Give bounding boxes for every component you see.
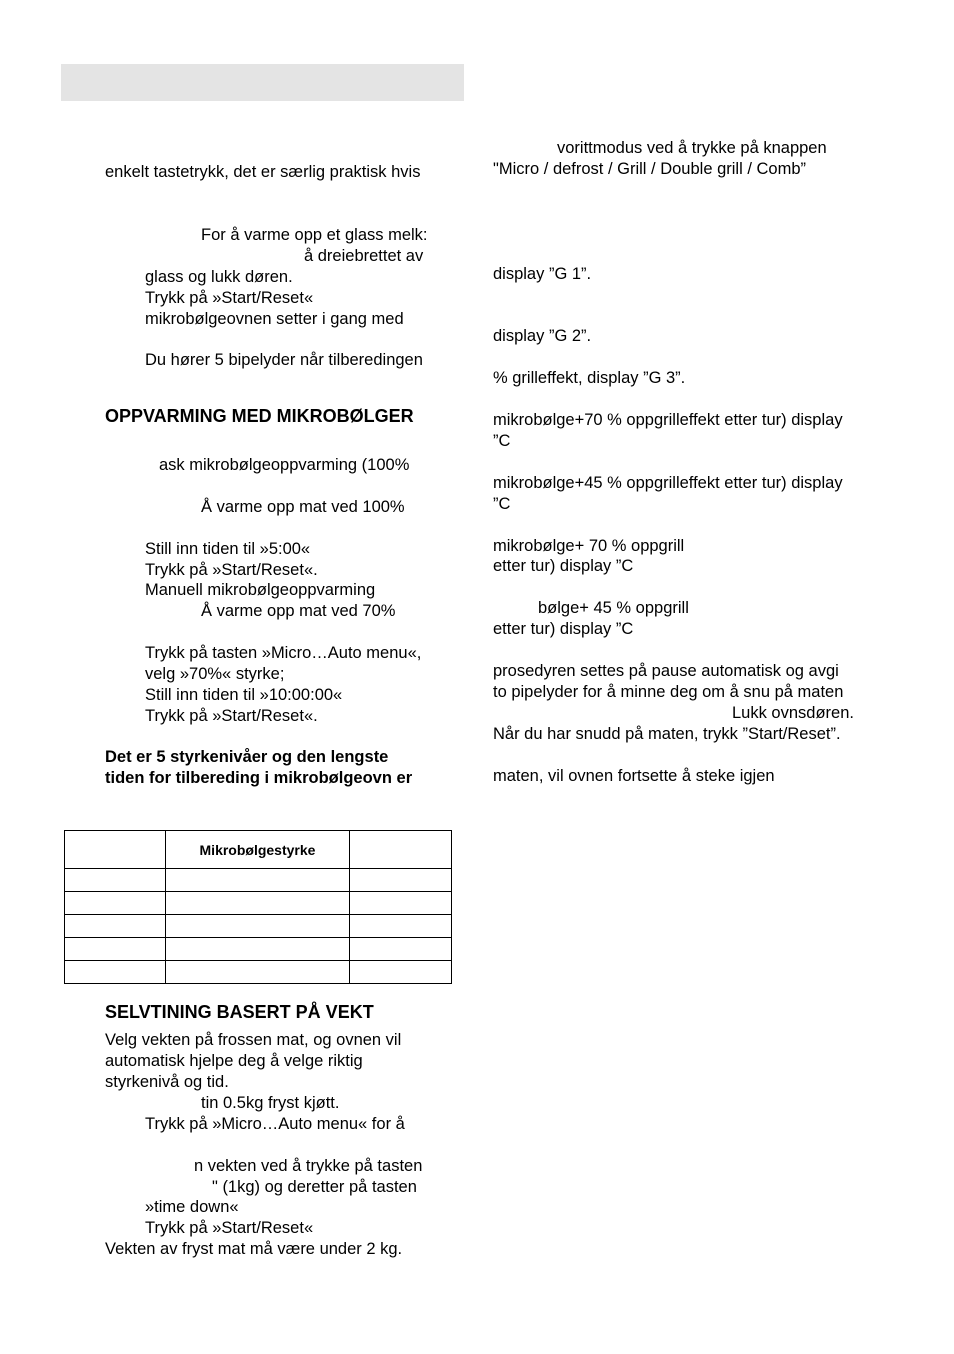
text-line: For å varme opp et glass melk: [201,226,428,244]
text-line: mikrobølge+70 % oppgrilleffekt etter tur) display [493,411,843,429]
text-line: glass og lukk døren. [145,268,293,286]
text-line: Du hører 5 bipelyder når tilberedingen [145,351,423,369]
text-line: % grilleffekt, display ”G 3”. [493,369,686,387]
text-line: ask mikrobølgeoppvarming (100% [159,456,410,474]
table-cell [65,961,166,984]
text-line: Trykk på »Start/Reset«. [145,707,318,725]
bold-note-line: tiden for tilbereding i mikrobølgeovn er [105,769,413,787]
text-line: Trykk på tasten »Micro…Auto menu«, [145,644,422,662]
table-header-cell: Mikrobølgestyrke [165,831,350,869]
text-line: automatisk hjelpe deg å velge riktig [105,1052,363,1070]
text-line: Trykk på »Micro…Auto menu« for å [145,1115,405,1133]
text-line: maten, vil ovnen fortsette å steke igjen [493,767,775,785]
text-line: styrkenivå og tid. [105,1073,229,1091]
text-line: vorittmodus ved å trykke på knappen [557,139,827,157]
text-line: Lukk ovnsdøren. [732,704,854,722]
text-line: " (1kg) og deretter på tasten [212,1178,417,1196]
table-cell [65,869,166,892]
table-row [65,915,452,938]
text-line: »time down« [145,1198,239,1216]
text-line: Still inn tiden til »5:00« [145,540,311,558]
table-cell [350,869,452,892]
table-cell [350,938,452,961]
text-line: bølge+ 45 % oppgrill [538,599,689,617]
table-row [65,961,452,984]
text-line: ”C [493,495,511,513]
table-cell [165,938,350,961]
text-line: mikrobølgeovnen setter i gang med [145,310,404,328]
table-cell [350,892,452,915]
table-cell [65,938,166,961]
text-line: prosedyren settes på pause automatisk og avgi [493,662,839,680]
table-cell [65,892,166,915]
text-line: Vekten av fryst mat må være under 2 kg. [105,1240,403,1258]
text-line: mikrobølge+ 70 % oppgrill [493,537,685,555]
text-line: Velg vekten på frossen mat, og ovnen vil [105,1031,402,1049]
table-cell [350,915,452,938]
heading-microwave-heating: OPPVARMING MED MIKROBØLGER [105,406,414,426]
table-cell [165,961,350,984]
table-row [65,869,452,892]
table-row [65,938,452,961]
text-line: etter tur) display ”C [493,620,634,638]
text-line: Å varme opp mat ved 70% [201,602,396,620]
table-row [65,892,452,915]
table-header-cell [350,831,452,869]
text-line: mikrobølge+45 % oppgrilleffekt etter tur) display [493,474,843,492]
table-header-cell [65,831,166,869]
text-line: velg »70%« styrke; [145,665,285,683]
text-line: Manuell mikrobølgeoppvarming [145,581,376,599]
section-header-bar [61,64,464,101]
text-line: etter tur) display ”C [493,557,634,575]
text-line: display ”G 2”. [493,327,592,345]
text-line: tin 0.5kg fryst kjøtt. [201,1094,340,1112]
power-level-table [64,830,452,984]
heading-weight-defrost: SELVTINING BASERT PÅ VEKT [105,1002,374,1022]
text-line: n vekten ved å trykke på tasten [194,1157,423,1175]
table-cell [350,961,452,984]
text-line: ”C [493,432,511,450]
text-line: "Micro / defrost / Grill / Double grill / Comb” [493,160,807,178]
text-line: Trykk på »Start/Reset« [145,1219,314,1237]
text-line: Når du har snudd på maten, trykk ”Start/Reset”. [493,725,841,743]
text-line: display ”G 1”. [493,265,592,283]
text-line: Still inn tiden til »10:00:00« [145,686,343,704]
table-cell [165,892,350,915]
table-header-row [65,831,452,869]
text-line: Trykk på »Start/Reset« [145,289,314,307]
table-cell [165,915,350,938]
table-cell [65,915,166,938]
text-line: å dreiebrettet av [304,247,424,265]
bold-note-line: Det er 5 styrkenivåer og den lengste [105,748,389,766]
table-cell [165,869,350,892]
text-line: Å varme opp mat ved 100% [201,498,405,516]
text-line: Trykk på »Start/Reset«. [145,561,318,579]
text-line: to pipelyder for å minne deg om å snu på maten [493,683,844,701]
text-line: enkelt tastetrykk, det er særlig praktisk hvis [105,163,421,181]
